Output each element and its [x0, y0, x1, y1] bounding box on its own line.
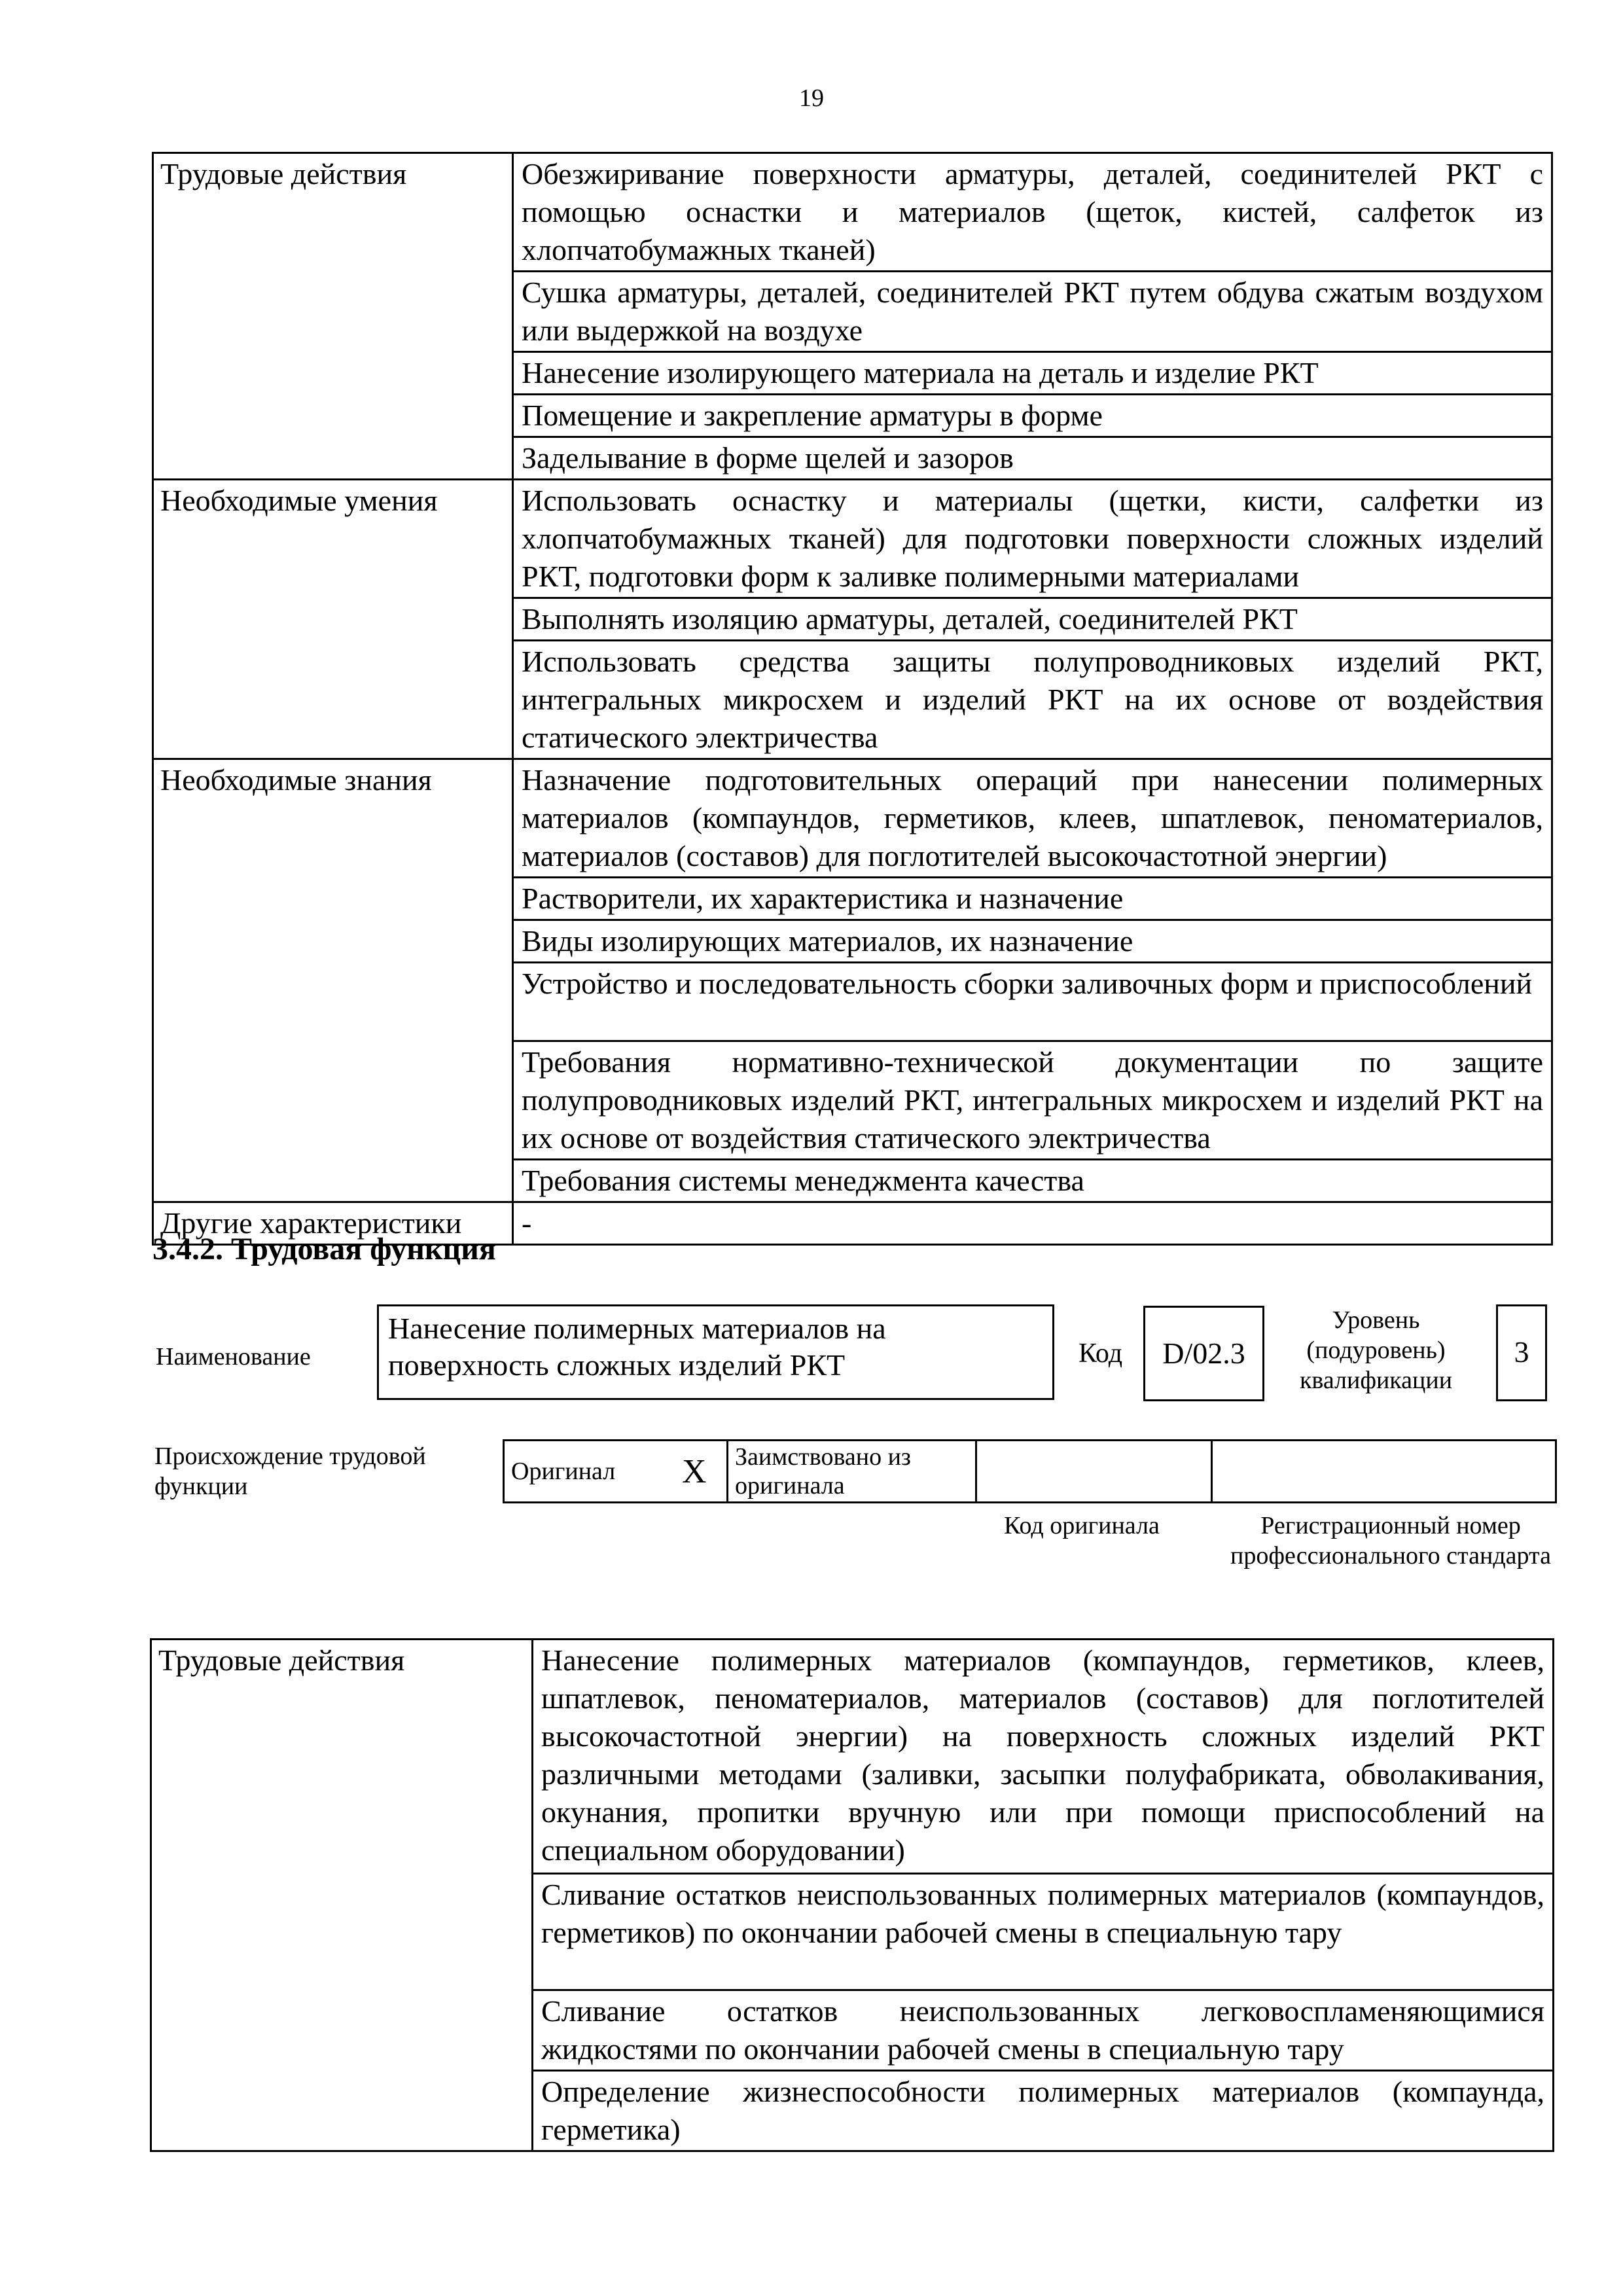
- table-cell: Обезжиривание поверхности арматуры, деталей, соединителей РКТ с помощью оснастки и материалов (щеток, кистей, салфеток из хлопчатобумажных тканей): [513, 153, 1552, 272]
- code-label: Код: [1079, 1338, 1123, 1369]
- table-cell: Сливание остатков неиспользованных полимерных материалов (компаундов, герметиков) по окончании рабочей смены в специальную тару: [533, 1874, 1554, 1990]
- name-value: Нанесение полимерных материалов на поверхность сложных изделий РКТ: [388, 1312, 886, 1382]
- original-label: Оригинал: [504, 1441, 662, 1503]
- table-cell: Использовать оснастку и материалы (щетки, кисти, салфетки из хлопчатобумажных тканей) для подготовки поверхности сложных изделий РКТ, подготовки форм к заливке полимерными материалами: [513, 480, 1552, 598]
- table-cell: Виды изолирующих материалов, их назначение: [513, 920, 1552, 963]
- row-label-required-skills: Необходимые умения: [153, 480, 513, 759]
- table-row: [153, 153, 1552, 272]
- table-cell: Помещение и закрепление арматуры в форме: [513, 395, 1552, 437]
- level-value-box: [1496, 1304, 1547, 1401]
- level-label: Уровень (подуровень) квалификации: [1299, 1306, 1453, 1394]
- table-row: [153, 759, 1552, 878]
- table-cell: Требования нормативно-технической документации по защите полупроводниковых изделий РКТ, интегральных микросхем и изделий РКТ на их основе от воздействия статического электричества: [513, 1041, 1552, 1160]
- origin-label: Происхождение трудовой функции: [154, 1443, 426, 1500]
- table-cell: Сушка арматуры, деталей, соединителей РКТ путем обдува сжатым воздухом или выдержкой на воздухе: [513, 272, 1552, 352]
- name-label: Наименование: [156, 1343, 311, 1371]
- labor-function-table-1: [152, 152, 1553, 1246]
- table-cell: -: [513, 1202, 1552, 1245]
- page-number: 19: [799, 84, 824, 112]
- table-row: [151, 1640, 1554, 1874]
- table-cell: Сливание остатков неиспользованных легковоспламеняющимися жидкостями по окончании рабочей смены в специальную тару: [533, 1990, 1554, 2071]
- origin-table: [503, 1439, 1557, 1503]
- table-cell: Нанесение изолирующего материала на деталь и изделие РКТ: [513, 352, 1552, 395]
- table-cell: Заделывание в форме щелей и зазоров: [513, 437, 1552, 480]
- original-code-cell: [976, 1441, 1212, 1503]
- table-cell: Требования системы менеджмента качества: [513, 1160, 1552, 1202]
- table-cell: Использовать средства защиты полупроводниковых изделий РКТ, интегральных микросхем и изделий РКТ на их основе от воздействия статического электричества: [513, 641, 1552, 759]
- table-cell: Выполнять изоляцию арматуры, деталей, соединителей РКТ: [513, 598, 1552, 641]
- code-value: D/02.3: [1162, 1336, 1245, 1370]
- level-value: 3: [1514, 1335, 1529, 1369]
- table-cell: Устройство и последовательность сборки заливочных форм и приспособлений: [513, 963, 1552, 1041]
- table-cell: Нанесение полимерных материалов (компаундов, герметиков, клеев, шпатлевок, пеноматериалов, материалов (составов) для поглотителей высокочастотной энергии) на поверхность сложных изделий РКТ различными методами (заливки, засыпки полуфабриката, обволакивания, окунания, пропитки вручную или при помощи приспособлений на специальном оборудовании): [533, 1640, 1554, 1874]
- row-label-other: Другие характеристики: [153, 1202, 513, 1245]
- table-row: [504, 1441, 1556, 1503]
- section-title: 3.4.2. Трудовая функция: [152, 1232, 496, 1266]
- code-value-box: [1143, 1306, 1264, 1401]
- labor-function-table-2: [150, 1638, 1554, 2152]
- row-label-labor-actions: Трудовые действия: [151, 1640, 533, 2151]
- name-value-box: [377, 1304, 1054, 1400]
- reg-number-label: Регистрационный номер профессионального стандарта: [1230, 1512, 1551, 1570]
- reg-number-cell: [1212, 1441, 1556, 1503]
- table-cell: Назначение подготовительных операций при нанесении полимерных материалов (компаундов, герметиков, клеев, шпатлевок, пеноматериалов, материалов (составов) для поглотителей высокочастотной энергии): [513, 759, 1552, 878]
- table-cell: Определение жизнеспособности полимерных материалов (компаунда, герметика): [533, 2071, 1554, 2151]
- borrowed-label: Заимствовано из оригинала: [728, 1441, 976, 1503]
- table-row: [153, 480, 1552, 598]
- row-label-labor-actions: Трудовые действия: [153, 153, 513, 480]
- original-mark: X: [662, 1441, 728, 1503]
- original-code-label: Код оригинала: [1004, 1512, 1160, 1539]
- table-cell: Растворители, их характеристика и назначение: [513, 878, 1552, 920]
- row-label-required-knowledge: Необходимые знания: [153, 759, 513, 1202]
